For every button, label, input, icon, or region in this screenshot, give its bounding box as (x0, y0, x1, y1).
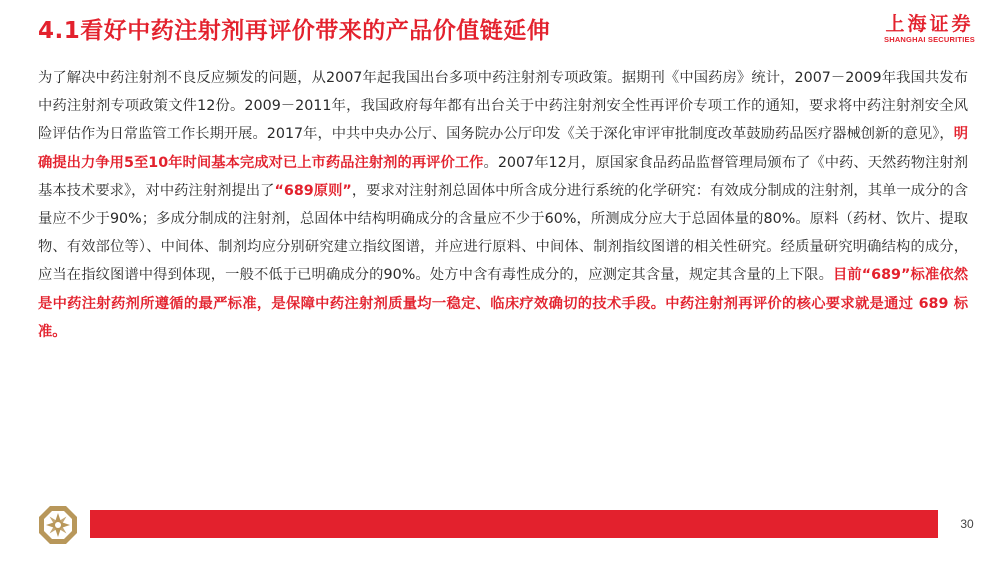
paragraph-segment: ，要求对注射剂总固体中所含成分进行系统的化学研究：有效成分制成的注射剂，其单一成分的含量应不少于90%；多成分制成的注射剂，总固体中结构明确成分的含量应不少于60%，所测成分应大于总固体量的80%。原料（药材、饮片、提取物、有效部位等）、中间体、制剂均应分别研究建立指纹图谱，并应进行原料、中间体、制剂指纹图谱的相关性研究。经质量研究明确结构的成分，应当在指纹图谱中得到体现，一般不低于已明确成分的90%。处方中含有毒性成分的，应测定其含量，规定其含量的上下限。 (38, 182, 969, 284)
paragraph-segment: 为了解决中药注射剂不良反应频发的问题，从2007年起我国出台多项中药注射剂专项政策。据期刊《中国药房》统计，2007－2009年我国共发布中药注射剂专项政策文件12份。2009－2011年，我国政府每年都有出台关于中药注射剂安全性再评价专项工作的通知，要求将中药注射剂安全风险评估作为日常监管工作长期开展。2017年，中共中央办公厅、国务院办公厅印发《关于深化审评审批制度改革鼓励药品医疗器械创新的意见》， (38, 70, 968, 143)
page-number: 30 (960, 517, 974, 531)
body-paragraph (38, 64, 968, 346)
octagon-seal-icon (38, 505, 78, 545)
logo-english-text: SHANGHAI SECURITIES (884, 35, 975, 44)
highlight-segment: 目前“689”标准依然是中药注射药剂所遵循的最严标准，是保障中药注射剂质量均一稳定、临床疗效确切的技术手段。中药注射剂再评价的核心要求就是通过 689 标准。 (38, 267, 968, 340)
logo-chinese-text: 上海证券 (885, 13, 974, 35)
company-logo (884, 13, 975, 44)
footer-bar (90, 510, 938, 538)
highlight-segment: “689原则” (274, 182, 352, 199)
page-title: 4.1看好中药注射剂再评价带来的产品价值链延伸 (38, 18, 551, 44)
highlight-segment: 明确提出力争用5至10年时间基本完成对已上市药品注射剂的再评价工作 (38, 126, 968, 171)
paragraph-segment: 。2007年12月，原国家食品药品监督管理局颁布了《中药、天然药物注射剂基本技术要求》，对中药注射剂提出了 (38, 154, 968, 199)
